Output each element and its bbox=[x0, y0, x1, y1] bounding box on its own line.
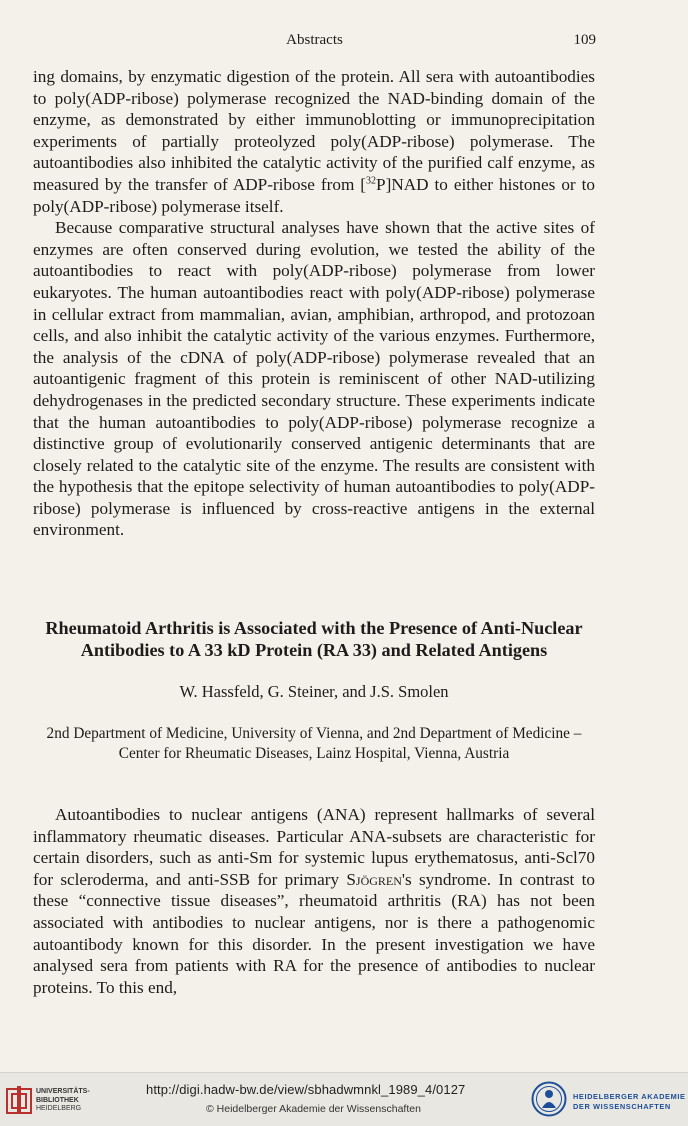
academy-name-line-1: HEIDELBERGER AKADEMIE bbox=[573, 1092, 686, 1101]
paragraph-1-text: ing domains, by enzymatic digestion of the protein. All sera with autoantibodies to poly(ADP-ribose) polymerase recognized the NAD-binding domain of the enzyme, as demonstrated by either immunoblotting or immunoprecipitation experiments of partially proteolyzed poly(ADP-ribose) polymerase. The autoantibodies also inhibited the catalytic activity of the purified calf enzyme, as measured by the transfer of ADP-ribose from [ bbox=[33, 67, 595, 194]
library-logo-icon bbox=[6, 1085, 32, 1115]
article-title-line-1: Rheumatoid Arthritis is Associated with the Presence of Anti-Nuclear bbox=[45, 618, 583, 638]
running-head-title: Abstracts bbox=[286, 32, 343, 48]
article-title bbox=[33, 617, 595, 661]
library-name bbox=[36, 1088, 90, 1114]
copyright-notice: © Heidelberger Akademie der Wissenschaften bbox=[206, 1103, 421, 1115]
body-text-top bbox=[33, 66, 595, 541]
academy-seal-icon bbox=[531, 1081, 567, 1117]
sjogren-small-caps: Sjögren bbox=[346, 869, 402, 889]
page-number: 109 bbox=[573, 32, 596, 48]
running-head bbox=[33, 32, 596, 52]
paragraph-3 bbox=[33, 804, 595, 998]
paragraph-3-text: Autoantibodies to nuclear antigens (ANA) represent hallmarks of several inflammatory rheumatic diseases. Particular ANA-subsets are characteristic for certain disorders, such as anti-Sm for systemic lupus erythematosus, anti-Scl70 for scleroderma, and anti-SSB for primary bbox=[33, 805, 595, 889]
paragraph-3-text-cont: 's syndrome. In contrast to these “connective tissue diseases”, rheumatoid arthritis (RA) has not been associated with antibodies to nuclear antigens, nor is there a pathogenomic autoantibody known for this disorder. In the present investigation we have analysed sera from patients with RA for the presence of antibodies to nuclear proteins. To this end, bbox=[33, 869, 595, 997]
library-name-line-2: BIBLIOTHEK bbox=[36, 1096, 79, 1104]
article-title-line-2: Antibodies to A 33 kD Protein (RA 33) and Related Antigens bbox=[80, 640, 548, 660]
digital-copy-link[interactable]: http://digi.hadw-bw.de/view/sbhadwmnkl_1989_4/0127 bbox=[146, 1082, 466, 1097]
article-affiliation bbox=[33, 724, 595, 764]
affiliation-line-1: 2nd Department of Medicine, University of Vienna, and 2nd Department of Medicine – bbox=[46, 725, 582, 742]
body-text-article bbox=[33, 804, 595, 998]
paragraph-1 bbox=[33, 66, 595, 217]
academy-name bbox=[573, 1092, 686, 1112]
academy-name-line-2: DER WISSENSCHAFTEN bbox=[573, 1102, 671, 1111]
article-authors: W. Hassfeld, G. Steiner, and J.S. Smolen bbox=[179, 682, 449, 701]
affiliation-line-2: Center for Rheumatic Diseases, Lainz Hospital, Vienna, Austria bbox=[118, 745, 510, 762]
library-name-line-1: UNIVERSITÄTS- bbox=[36, 1088, 90, 1095]
isotope-superscript: 32 bbox=[366, 175, 377, 187]
footer-bar bbox=[0, 1072, 688, 1126]
paragraph-1-text-cont: P]NAD to either histones or to poly(ADP-ribose) polymerase itself. bbox=[33, 174, 595, 216]
paragraph-2: Because comparative structural analyses have shown that the active sites of enzymes are often conserved during evolution, we tested the ability of the autoantibodies to react with poly(ADP-ribose) polymerase from lower eukaryotes. The human autoantibodies react with poly(ADP-ribose) polymerase in cellular extract from mammalian, avian, amphibian, arthropod, and protozoan cells, and also inhibit the catalytic activity of the various enzymes. Furthermore, the analysis of the cDNA of poly(ADP-ribose) polymerase revealed that an autoantigenic fragment of this protein is reminiscent of other NAD-utilizing dehydrogenases in the predicted secondary structure. These experiments indicate that the human autoantibodies to poly(ADP-ribose) polymerase recognize a distinctive group of evolutionarily conserved antigenic determinants that are closely related to the catalytic site of the enzyme. The results are consistent with the hypothesis that the epitope selectivity of human autoantibodies to poly(ADP-ribose) polymerase is influenced by cross-reactive antigens in the external environment. bbox=[33, 218, 595, 540]
library-name-line-3: HEIDELBERG bbox=[36, 1105, 82, 1112]
